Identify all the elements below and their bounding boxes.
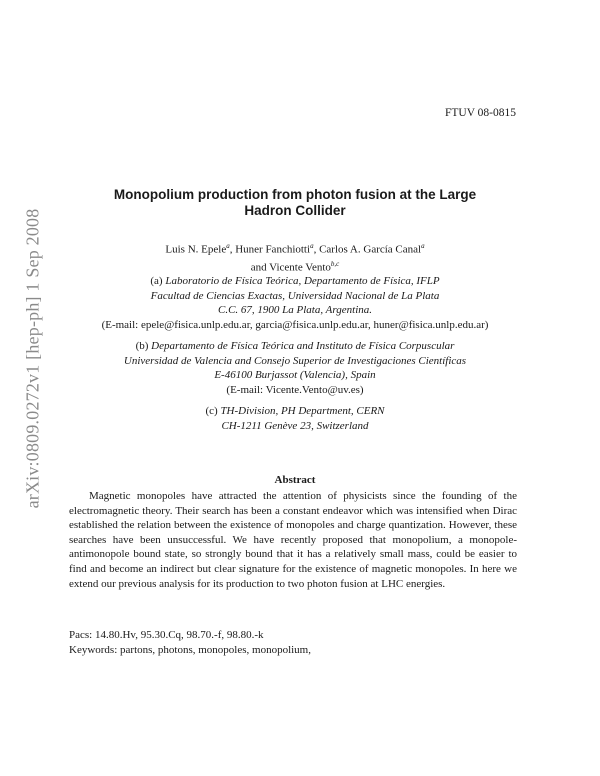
abstract-heading: Abstract — [274, 474, 316, 486]
arxiv-stamp — [18, 188, 48, 528]
author-name: Huner Fanchiotti — [235, 243, 311, 256]
affiliation-line: Universidad de Valencia and Consejo Superior de Investigaciones Científicas — [123, 354, 467, 367]
report-number: FTUV 08-0815 — [444, 107, 516, 119]
affiliation-a — [70, 274, 520, 332]
author-mark: a — [226, 242, 230, 250]
affiliation-email: (E-mail: Vicente.Vento@uv.es) — [226, 383, 364, 396]
affiliation-line: TH-Division, PH Department, CERN — [220, 405, 385, 417]
affiliation-label: (b) — [135, 340, 149, 352]
abstract-text: Magnetic monopoles have attracted the attention of physicists since the founding of the electromagnetic theory. Their search has been a constant endeavor which was intensified when Dirac established the relation between the existence of monopoles and charge quantization. However, these searches have been unsuccessful. We have recently proposed that monopolium, a monopole-antimonopole bound state, so strongly bound that it has a relatively small mass, could be easier to find and become an indirect but clear signature for the existence of magnetic monopoles. In here we extend our previous analysis for its production to two photon fusion at LHC energies. — [69, 490, 517, 590]
author-mark: a — [310, 242, 314, 250]
author-conjunction: and — [250, 261, 267, 274]
affiliation-b — [70, 339, 520, 397]
affiliation-label: (c) — [205, 405, 218, 417]
affiliation-line: CH-1211 Genève 23, Switzerland — [221, 419, 369, 432]
arxiv-stamp-text: arXiv:0809.0272v1 [hep-ph] 1 Sep 2008 — [22, 208, 43, 508]
affiliation-label: (a) — [150, 275, 163, 287]
affiliation-line: C.C. 67, 1900 La Plata, Argentina. — [217, 304, 372, 317]
pacs-codes: Pacs: 14.80.Hv, 95.30.Cq, 98.70.-f, 98.80.-k — [69, 629, 264, 641]
affiliation-email: (E-mail: epele@fisica.unlp.edu.ar, garcia@fisica.unlp.edu.ar, huner@fisica.unlp.edu.ar) — [101, 318, 489, 331]
author-name: Luis N. Epele — [165, 243, 227, 256]
author-name: Vicente Vento — [269, 261, 331, 274]
keywords: Keywords: partons, photons, monopoles, monopolium, — [69, 644, 311, 656]
author-list — [120, 239, 470, 275]
author-line-1: Luis N. Epele$^a$, Huner Fanchiotti$^a$, Carlos A. García Canal$^a$ — [165, 242, 425, 256]
affiliation-line: Departamento de Física Teórica and Instituto de Física Corpuscular — [151, 340, 455, 352]
paper-title: Monopolium production from photon fusion at the Large Hadron Collider — [113, 187, 477, 218]
author-mark: b,c — [330, 260, 340, 269]
author-line-2 — [120, 257, 470, 275]
affiliation-line: Laboratorio de Física Teórica, Departamento de Física, IFLP — [165, 275, 440, 287]
author-name: Carlos A. García Canal — [319, 243, 422, 256]
affiliation-line: E-46100 Burjassot (Valencia), Spain — [214, 369, 376, 382]
author-mark: a — [421, 242, 425, 250]
affiliation-c — [70, 404, 520, 433]
affiliation-line: Facultad de Ciencias Exactas, Universidad Nacional de La Plata — [150, 289, 440, 302]
